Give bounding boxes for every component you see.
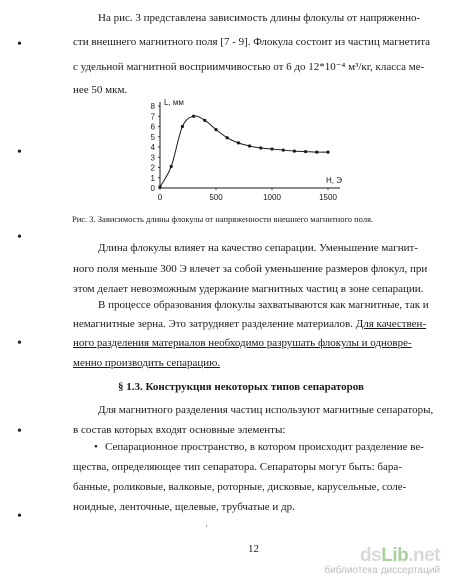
paragraph-line: этом делает невозможным удержание магнитных частиц в зоне сепарации. — [73, 283, 424, 295]
list-bullet: • — [94, 441, 98, 453]
x-axis-label: Н, Э — [326, 176, 342, 185]
data-point — [248, 144, 251, 147]
list-item-line: ноидные, ленточные, щелевые, трубчатые и др. — [73, 501, 295, 513]
data-point — [326, 151, 329, 154]
stray-mark: · — [205, 521, 208, 531]
watermark-subtitle: библиотека диссертаций — [324, 565, 440, 576]
data-point — [192, 115, 195, 118]
section-heading: § 1.3. Конструкция некоторых типов сепараторов — [118, 381, 364, 393]
y-tick-label: 5 — [150, 132, 155, 142]
paragraph-line: Для магнитного разделения частиц используют магнитные сепараторы, — [98, 404, 434, 416]
x-tick-label: 1500 — [319, 193, 337, 202]
data-point — [214, 128, 217, 131]
y-tick-label: 6 — [150, 122, 155, 132]
page-number: 12 — [248, 543, 259, 555]
paragraph-line — [73, 318, 426, 331]
figure-caption: Рис. 3. Зависимость длины флокулы от напряженности внешнего магнитного поля. — [72, 214, 374, 224]
logo-net: .net — [408, 545, 440, 566]
watermark-logo[interactable] — [324, 545, 440, 567]
margin-bullet: • — [17, 336, 22, 351]
margin-bullet: • — [17, 424, 22, 439]
logo-lib: Lib — [381, 545, 409, 566]
y-tick-label: 4 — [150, 143, 155, 152]
data-point — [282, 148, 285, 151]
paragraph-line: сти внешнего магнитного поля [7 - 9]. Флокула состоит из частиц магнетита — [73, 36, 431, 48]
data-point — [226, 136, 229, 139]
paragraph-line: в состав которых входят основные элементы: — [73, 424, 286, 436]
y-tick-label: 1 — [150, 173, 155, 183]
paragraph-line: Длина флокулы влияет на качество сепарации. Уменьшение магнит- — [98, 242, 418, 254]
x-tick-label: 0 — [157, 193, 163, 202]
flocule-length-chart — [138, 96, 358, 212]
data-point — [304, 150, 307, 153]
data-point — [203, 119, 206, 122]
series-line — [160, 116, 328, 187]
logo-ds: ds — [360, 545, 382, 566]
data-point — [237, 141, 240, 144]
y-tick-label: 2 — [150, 163, 155, 173]
watermark[interactable] — [324, 545, 440, 576]
list-item-line: Сепарационное пространство, в котором происходит разделение ве- — [105, 441, 424, 453]
paragraph-line: ного поля меньше 300 Э влечет за собой уменьшение размеров флокул, при — [73, 263, 428, 275]
paragraph-line: На рис. 3 представлена зависимость длины флокулы от напряженно- — [98, 12, 421, 24]
x-tick-label: 1000 — [263, 193, 281, 202]
margin-bullet: • — [17, 145, 22, 160]
y-tick-label: 7 — [150, 112, 155, 122]
y-tick-label: 8 — [150, 102, 155, 111]
x-tick-label: 500 — [209, 193, 223, 202]
paragraph-line: с удельной магнитной восприимчивостью от 6 до 12*10⁻⁴ м³/кг, класса ме- — [73, 61, 425, 73]
data-point — [181, 125, 184, 128]
underlined-text: Для качествен- — [355, 318, 427, 330]
paragraph-line: В процессе образования флокулы захватываются как магнитные, так и — [98, 299, 429, 311]
underlined-line: менно производить сепарацию. — [73, 357, 221, 369]
margin-bullet: • — [17, 509, 22, 524]
margin-bullet: • — [17, 230, 22, 245]
data-point — [293, 150, 296, 153]
data-point — [270, 147, 273, 150]
margin-bullet: • — [17, 37, 22, 52]
list-item-line: банные, роликовые, валковые, роторные, дисковые, карусельные, соле- — [73, 481, 407, 493]
y-tick-label: 3 — [150, 153, 155, 163]
data-point — [170, 165, 173, 168]
text-span: немагнитные зерна. Это затрудняет разделение материалов. — [73, 318, 356, 330]
y-axis-label: L, мм — [164, 98, 184, 107]
data-point — [315, 151, 318, 154]
y-tick-label: 0 — [150, 184, 155, 193]
paragraph-line: нее 50 мкм. — [73, 84, 128, 96]
data-point — [259, 146, 262, 149]
list-item-line: щества, определяющее тип сепаратора. Сепараторы могут быть: бара- — [73, 461, 402, 473]
data-point — [158, 185, 161, 188]
underlined-line: ного разделения материалов необходимо разрушать флокулы и одновре- — [73, 337, 412, 349]
